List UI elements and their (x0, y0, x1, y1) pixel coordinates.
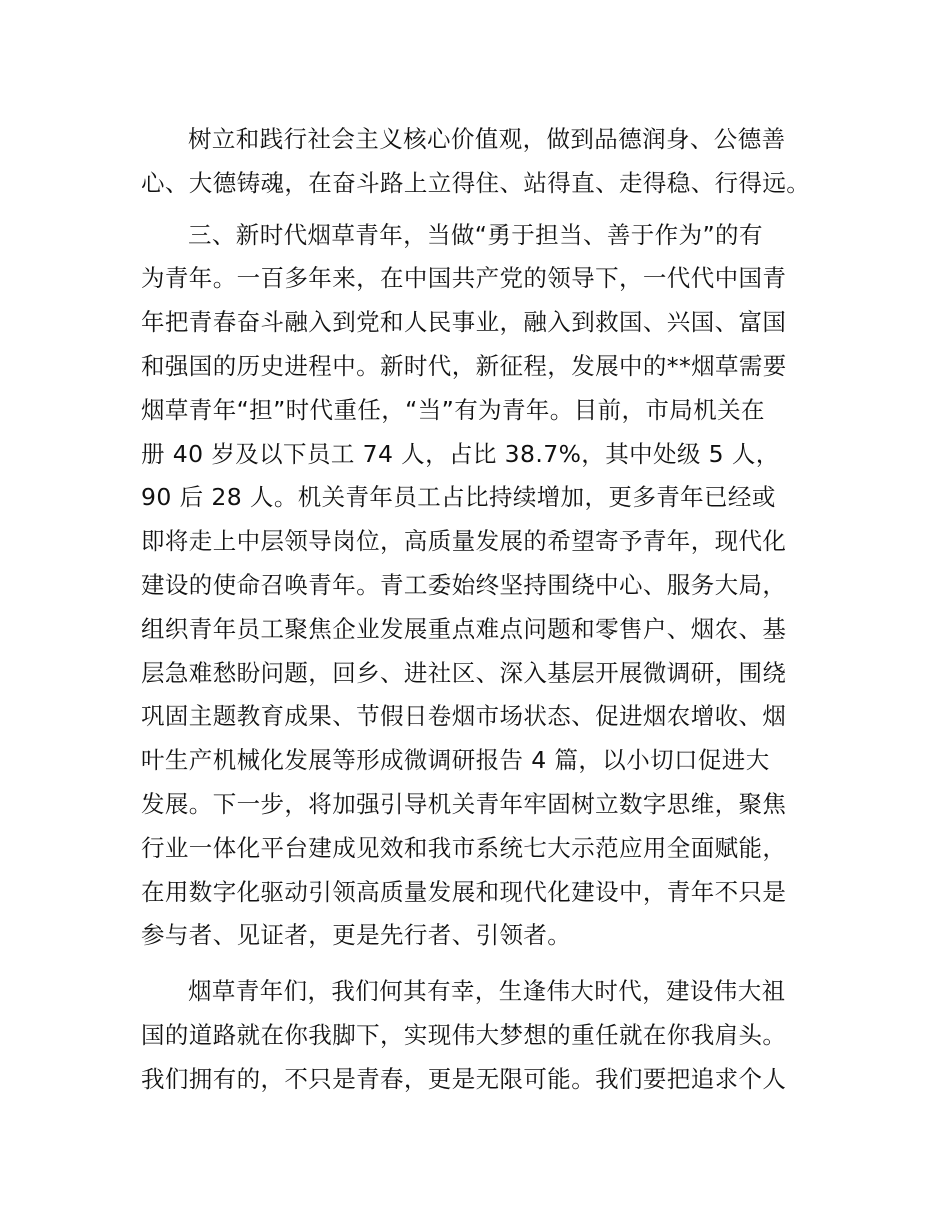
paragraph-1 (141, 118, 821, 206)
text-line: 我们拥有的，不只是青春，更是无限可能。我们要把追求个人 (141, 1064, 787, 1093)
text-line: 册 40 岁及以下员工 74 人，占比 38.7%，其中处级 5 人， (141, 439, 780, 468)
text-line: 树立和践行社会主义核心价值观，做到品德润身、公德善 (188, 125, 786, 153)
text-line: 巩固主题教育成果、节假日卷烟市场状态、促进烟农增收、烟 (141, 702, 787, 731)
text-line: 参与者、见证者，更是先行者、引领者。 (141, 921, 572, 950)
text-line: 层急难愁盼问题，回乡、进社区、深入基层开展微调研，围绕 (141, 658, 787, 687)
paragraph-2 (141, 214, 821, 959)
text-line: 三、新时代烟草青年，当做“勇于担当、善于作为”的有 (188, 220, 763, 249)
text-line: 即将走上中层领导岗位，高质量发展的希望寄予青年，现代化 (141, 527, 787, 556)
text-line: 90 后 28 人。机关青年员工占比持续增加，更多青年已经或 (141, 483, 776, 512)
text-line: 和强国的历史进程中。新时代，新征程，发展中的**烟草需要 (141, 351, 787, 380)
text-line: 烟草青年们，我们何其有幸，生逢伟大时代，建设伟大祖 (188, 977, 786, 1006)
text-line: 发展。下一步，将加强引导机关青年牢固树立数字思维，聚焦 (141, 789, 787, 818)
text-line: 组织青年员工聚焦企业发展重点难点问题和零售户、烟农、基 (141, 614, 787, 643)
text-line: 年把青春奋斗融入到党和人民事业，融入到救国、兴国、富国 (141, 308, 787, 337)
text-line: 行业一体化平台建成见效和我市系统七大示范应用全面赋能， (141, 833, 787, 862)
paragraph-3 (141, 970, 821, 1101)
document-body (141, 118, 821, 1102)
text-line: 烟草青年“担”时代重任，“当”有为青年。目前，市局机关在 (141, 395, 765, 424)
text-line: 为青年。一百多年来，在中国共产党的领导下，一代代中国青 (141, 264, 787, 293)
text-line: 叶生产机械化发展等形成微调研报告 4 篇，以小切口促进大 (141, 746, 770, 775)
text-line: 国的道路就在你我脚下，实现伟大梦想的重任就在你我肩头。 (141, 1020, 787, 1049)
text-line: 心、大德铸魂，在奋斗路上立得住、站得直、走得稳、行得远。 (141, 168, 811, 197)
text-line: 建设的使命召唤青年。青工委始终坚持围绕中心、服务大局， (141, 570, 787, 599)
text-line: 在用数字化驱动引领高质量发展和现代化建设中，青年不只是 (141, 877, 787, 906)
